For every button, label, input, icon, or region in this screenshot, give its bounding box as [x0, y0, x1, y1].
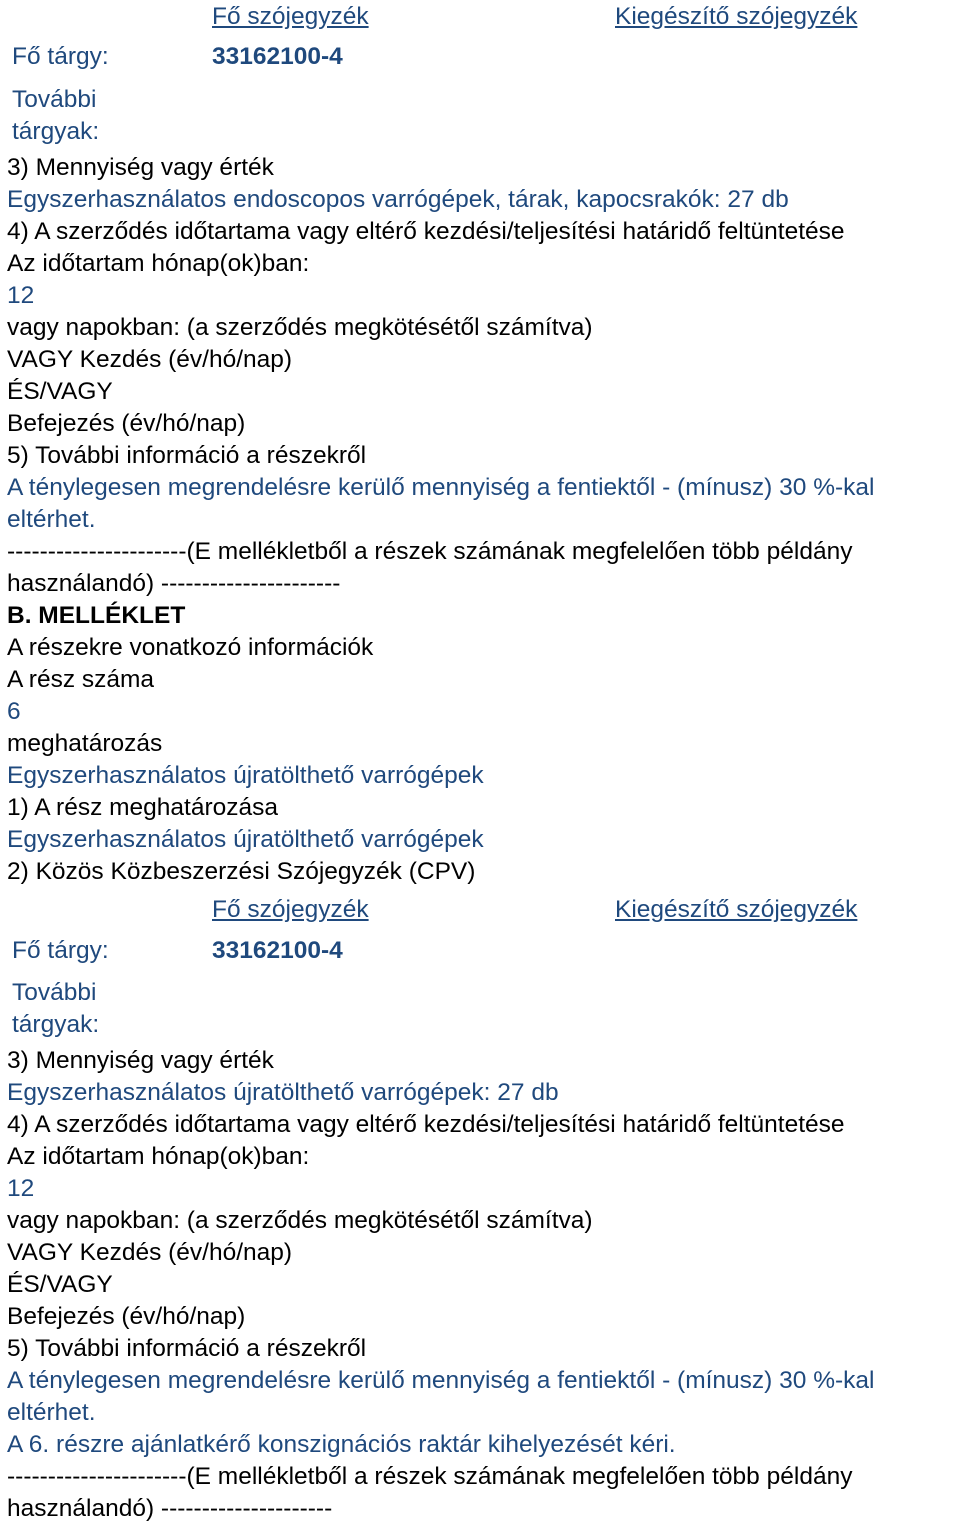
separator-line: ----------------------(E mellékletből a részek számának megfelelően több példány [7, 538, 853, 565]
info-text-cont: eltérhet. [7, 506, 96, 533]
additional-objects-label: További [12, 86, 97, 113]
separator-line: ----------------------(E mellékletből a részek számának megfelelően több példány [7, 1463, 853, 1490]
duration-months-value: 12 [7, 1175, 35, 1202]
start-date-label: VAGY Kezdés (év/hó/nap) [7, 1239, 293, 1266]
main-object-code: 33162100-4 [212, 43, 343, 70]
part-number-value: 6 [7, 698, 21, 725]
info-heading: 5) További információ a részekről [7, 442, 367, 469]
supplementary-vocabulary-header[interactable]: Kiegészítő szójegyzék [615, 3, 858, 30]
quantity-heading: 3) Mennyiség vagy érték [7, 1047, 274, 1074]
end-date-label: Befejezés (év/hó/nap) [7, 1303, 246, 1330]
info-text: A ténylegesen megrendelésre kerülő mennyiség a fentiektől - (mínusz) 30 %-kal [7, 1367, 875, 1394]
definition-label: meghatározás [7, 730, 163, 757]
part-number-label: A rész száma [7, 666, 155, 693]
supplementary-vocabulary-header[interactable]: Kiegészítő szójegyzék [615, 896, 858, 923]
and-or-label: ÉS/VAGY [7, 378, 113, 405]
additional-objects-label-cont: tárgyak: [12, 118, 100, 145]
annex-subtitle: A részekre vonatkozó információk [7, 634, 374, 661]
info-text-cont: eltérhet. [7, 1399, 96, 1426]
main-object-label: Fő tárgy: [12, 43, 109, 70]
start-date-label: VAGY Kezdés (év/hó/nap) [7, 346, 293, 373]
and-or-label: ÉS/VAGY [7, 1271, 113, 1298]
duration-days-label: vagy napokban: (a szerződés megkötésétől számítva) [7, 314, 593, 341]
info-heading: 5) További információ a részekről [7, 1335, 367, 1362]
separator-line-cont: használandó) ---------------------- [7, 570, 341, 597]
duration-months-label: Az időtartam hónap(ok)ban: [7, 1143, 310, 1170]
part-definition-value: Egyszerhasználatos újratölthető varrógépek [7, 826, 484, 853]
part-definition-heading: 1) A rész meghatározása [7, 794, 279, 821]
duration-heading: 4) A szerződés időtartama vagy eltérő kezdési/teljesítési határidő feltüntetése [7, 1111, 845, 1138]
quantity-value: Egyszerhasználatos endoscopos varrógépek, tárak, kapocsrakók: 27 db [7, 186, 789, 213]
cpv-heading: 2) Közös Közbeszerzési Szójegyzék (CPV) [7, 858, 476, 885]
main-vocabulary-header[interactable]: Fő szójegyzék [212, 896, 369, 923]
info-text: A ténylegesen megrendelésre kerülő mennyiség a fentiektől - (mínusz) 30 %-kal [7, 474, 875, 501]
annex-title: B. MELLÉKLET [7, 602, 186, 629]
duration-days-label: vagy napokban: (a szerződés megkötésétől számítva) [7, 1207, 593, 1234]
consignment-note: A 6. részre ajánlatkérő konszignációs raktár kihelyezését kéri. [7, 1431, 676, 1458]
duration-months-value: 12 [7, 282, 35, 309]
definition-value: Egyszerhasználatos újratölthető varrógépek [7, 762, 484, 789]
duration-heading: 4) A szerződés időtartama vagy eltérő kezdési/teljesítési határidő feltüntetése [7, 218, 845, 245]
main-object-code: 33162100-4 [212, 937, 343, 964]
quantity-heading: 3) Mennyiség vagy érték [7, 154, 274, 181]
quantity-value: Egyszerhasználatos újratölthető varrógépek: 27 db [7, 1079, 559, 1106]
main-object-label: Fő tárgy: [12, 937, 109, 964]
end-date-label: Befejezés (év/hó/nap) [7, 410, 246, 437]
additional-objects-label-cont: tárgyak: [12, 1011, 100, 1038]
duration-months-label: Az időtartam hónap(ok)ban: [7, 250, 310, 277]
main-vocabulary-header[interactable]: Fő szójegyzék [212, 3, 369, 30]
additional-objects-label: További [12, 979, 97, 1006]
separator-line-cont: használandó) --------------------- [7, 1495, 333, 1522]
